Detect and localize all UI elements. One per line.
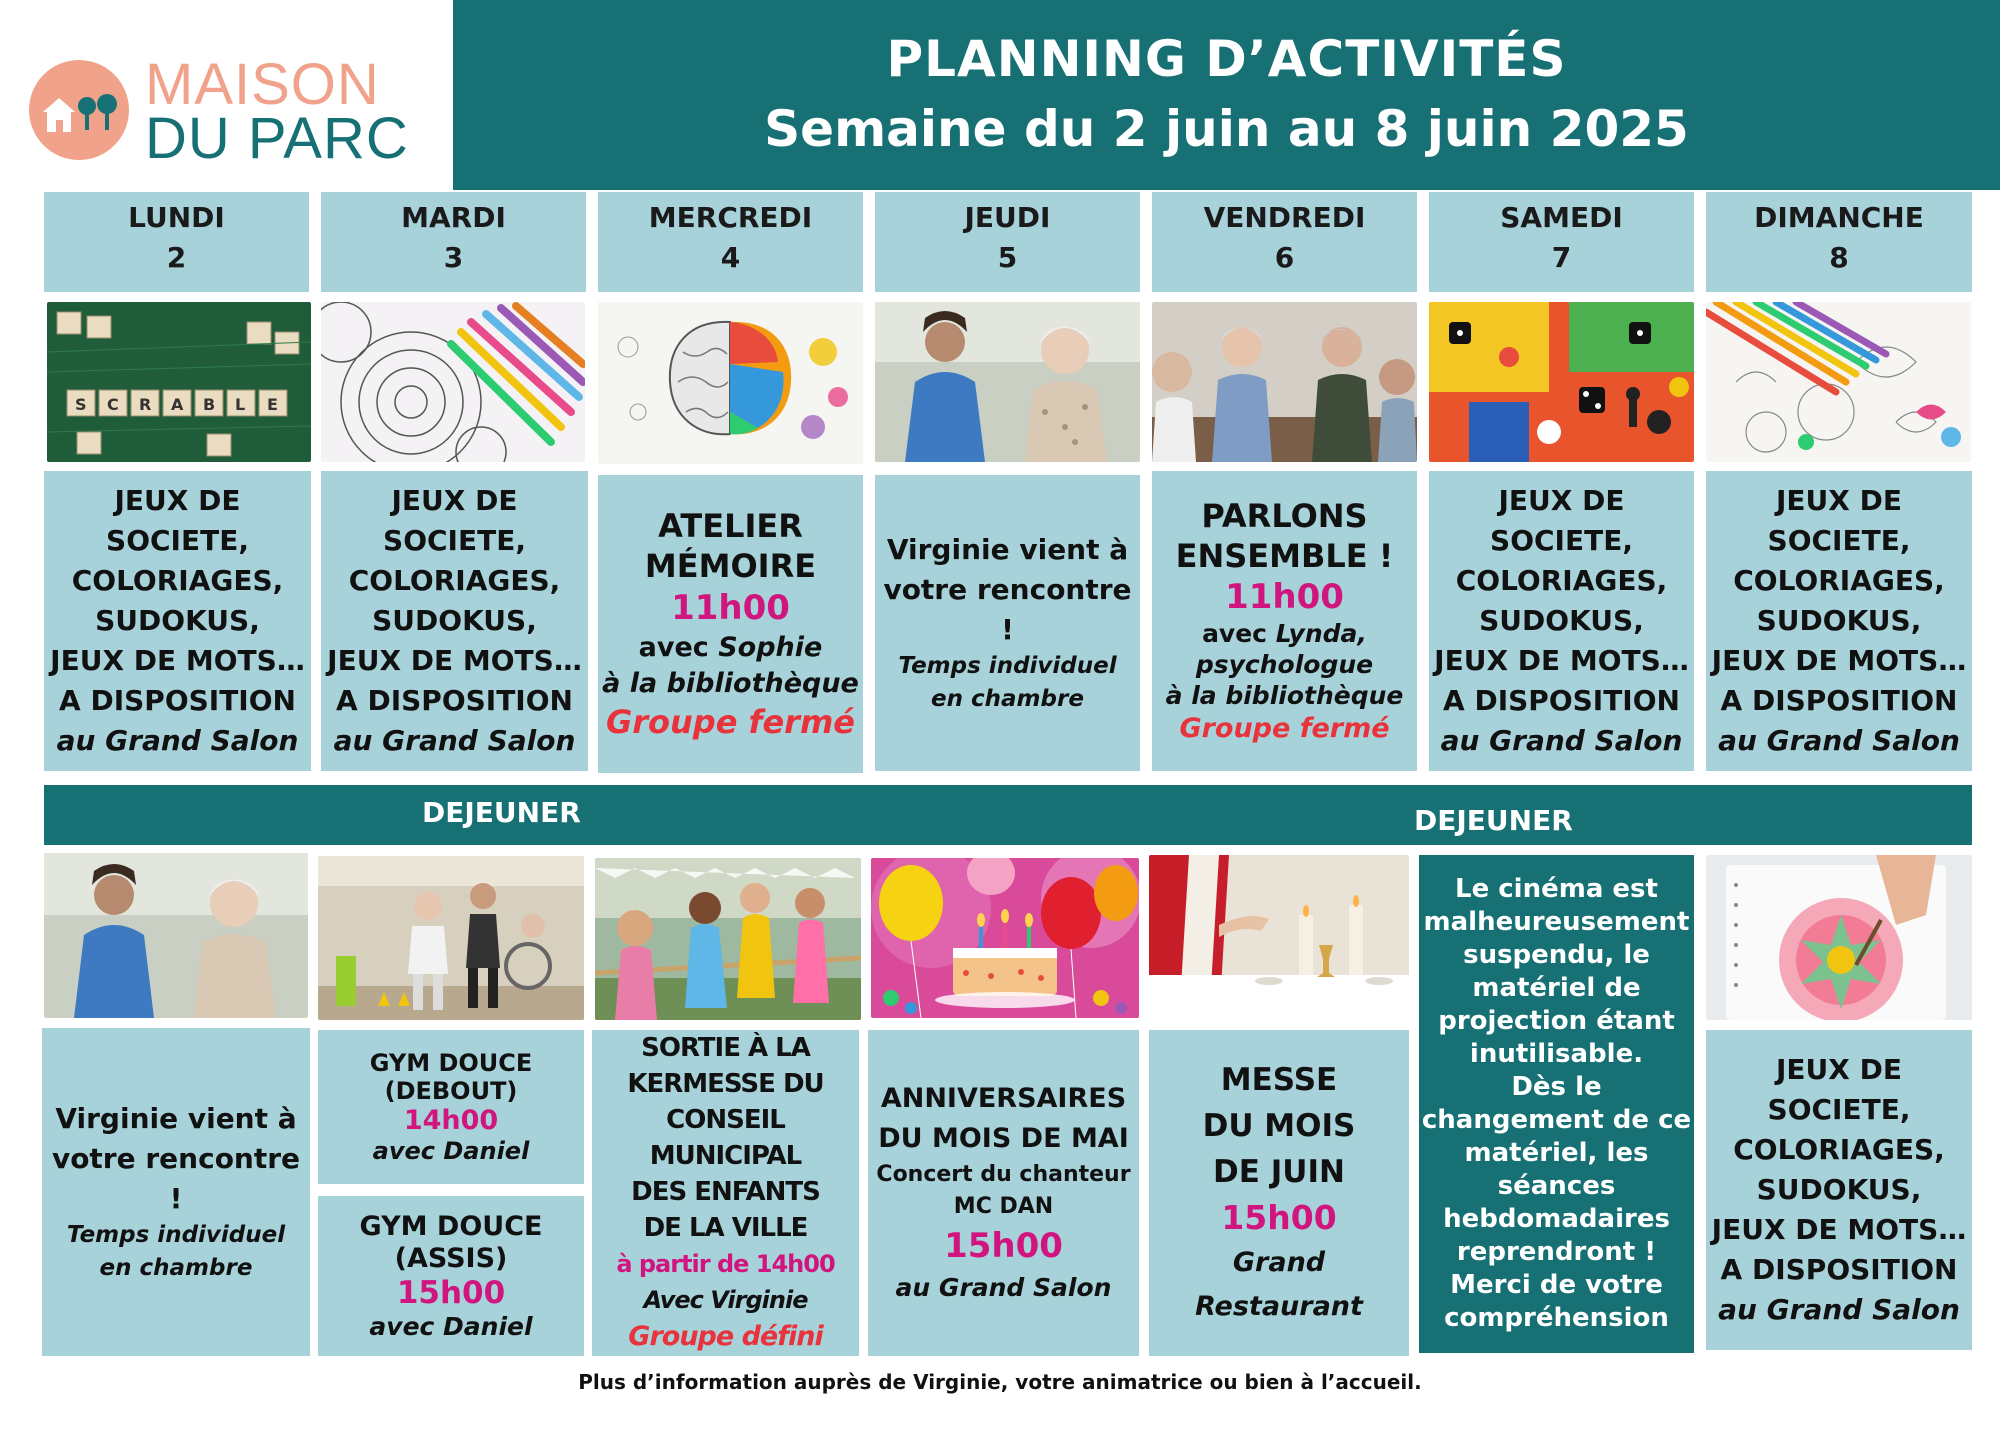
day-header-lundi [44,192,309,292]
svg-text:S: S [75,395,87,414]
activity-title: ANNIVERSAIRES [880,1083,1127,1114]
activity-title: KERMESSE DU [627,1069,824,1099]
notice-line: séances [1497,1171,1616,1201]
notice-line: projection étant [1438,1006,1675,1036]
day-number: 5 [997,241,1018,274]
activity-line: COLORIAGES, [71,564,284,597]
nurse-resident-photo-2 [44,853,308,1018]
mass-photo [1149,855,1409,1020]
day-header-dimanche [1706,192,1972,292]
activity-line: SUDOKUS, [1756,604,1922,637]
house-trees-icon [29,60,129,160]
activity-line: SUDOKUS, [95,604,260,637]
coloring-pencils-photo [321,302,585,462]
lunch-band [44,785,1972,845]
discussion-group-photo [1152,302,1417,462]
activity-title: (DEBOUT) [384,1077,518,1105]
board-games-photo [1429,302,1694,462]
activity-host: avec Sophie [638,632,823,663]
activity-time: 11h00 [1225,576,1344,617]
activity-mardi-afternoon-1 [318,1030,584,1184]
day-number: 6 [1274,241,1295,274]
activity-title: DES ENFANTS [631,1177,820,1207]
birthday-cake-photo [871,858,1139,1018]
day-name: JEUDI [964,201,1051,234]
activity-detail: MC DAN [953,1194,1054,1219]
activity-location: au Grand Salon [56,724,299,757]
svg-text:A: A [171,395,184,414]
activity-location: à la bibliothèque [602,668,859,699]
activity-line: JEUX DE MOTS… [1434,644,1689,677]
activity-detail: en chambre [931,686,1084,712]
notice-line: changement de ce [1421,1105,1692,1135]
activity-location: à la bibliothèque [1165,680,1404,710]
activity-title: DE JUIN [1213,1154,1345,1190]
activity-time: 11h00 [671,588,790,628]
activity-detail: Temps individuel [898,653,1117,679]
activity-location: au Grand Salon [333,724,576,757]
day-header-mardi [321,192,586,292]
activity-mardi-morning [321,471,588,771]
svg-text:B: B [203,395,216,414]
day-header-samedi [1429,192,1694,292]
notice-line: Le cinéma est [1455,874,1658,904]
activity-location: au Grand Salon [1440,724,1683,757]
notice-line: matériel de [1472,973,1641,1003]
activity-title: CONSEIL MUNICIPAL [649,1105,802,1171]
activity-title: MÉMOIRE [644,547,817,585]
activity-time: 14h00 [403,1105,499,1136]
activity-location: Grand Restaurant [1195,1247,1363,1322]
activity-note: Groupe défini [628,1321,823,1352]
day-name: DIMANCHE [1754,201,1924,234]
activity-line: JEUX DE SOCIETE, [1767,1053,1911,1126]
activity-time: à partir de 14h00 [616,1250,835,1278]
mandala-coloring-photo [1706,855,1972,1020]
activity-title: (ASSIS) [394,1243,508,1274]
svg-text:R: R [139,395,152,414]
activity-line: JEUX DE MOTS… [1711,1213,1967,1246]
activity-location: au Grand Salon [1718,1293,1960,1326]
activity-dimanche-morning [1706,471,1972,771]
activity-line: A DISPOSITION [1443,684,1680,717]
activity-line: JEUX DE MOTS… [50,644,305,677]
activity-title: SORTIE À LA [641,1033,810,1063]
notice-line: hebdomadaires [1443,1204,1670,1234]
svg-text:C: C [107,395,119,414]
activity-line: COLORIAGES, [1733,564,1945,597]
notice-line: Merci de votre [1450,1270,1663,1300]
notice-line: compréhension [1444,1303,1669,1333]
activity-title: DU MOIS [1202,1108,1356,1144]
notice-line: inutilisable. [1469,1039,1644,1069]
activity-line: JEUX DE SOCIETE, [1490,484,1633,557]
day-name: LUNDI [128,201,225,234]
brain-photo [598,302,863,464]
activity-line: COLORIAGES, [1733,1133,1945,1166]
day-header-vendredi [1152,192,1417,292]
day-header-jeudi [875,192,1140,292]
activity-line: Virginie vient à [55,1102,297,1135]
activity-host: avec Lynda, [1202,618,1367,648]
activity-line: JEUX DE SOCIETE, [383,484,526,557]
activity-role: psychologue [1195,649,1374,679]
gym-photo [318,856,584,1020]
activity-host: avec Daniel [372,1137,530,1165]
activity-line: votre rencontre ! [51,1142,301,1215]
activity-line: A DISPOSITION [336,684,573,717]
day-name: MERCREDI [648,201,813,234]
activity-title: ATELIER [658,507,803,545]
activity-title: GYM DOUCE [369,1049,533,1077]
activity-time: 15h00 [396,1275,506,1311]
tug-of-war-photo [595,858,861,1020]
notice-line: Dès le [1511,1072,1602,1102]
notice-line: suspendu, le [1463,940,1650,970]
page-title: PLANNING D’ACTIVITÉS [886,30,1567,88]
activity-lundi-afternoon [42,1028,310,1356]
activity-jeudi-afternoon [868,1030,1139,1356]
activity-detail: en chambre [99,1255,253,1281]
activity-location: au Grand Salon [895,1273,1112,1302]
activity-line: JEUX DE MOTS… [327,644,582,677]
logo [25,52,435,175]
activity-line: A DISPOSITION [1720,1253,1958,1286]
activity-vendredi-morning [1152,471,1417,771]
activity-line: JEUX DE MOTS… [1711,644,1967,677]
activity-time: 15h00 [944,1226,1063,1266]
activity-line: JEUX DE SOCIETE, [1767,484,1911,557]
activity-title: MESSE [1220,1062,1338,1098]
day-name: MARDI [401,201,506,234]
scrabble-photo [47,302,311,462]
activity-location: au Grand Salon [1718,724,1960,757]
activity-line: A DISPOSITION [1720,684,1958,717]
notice-line: reprendront ! [1456,1237,1657,1267]
page-subtitle: Semaine du 2 juin au 8 juin 2025 [764,100,1689,158]
activity-line: A DISPOSITION [59,684,296,717]
activity-samedi-morning [1429,471,1694,771]
activity-jeudi-morning [875,475,1140,771]
lunch-label-left: DEJEUNER [422,796,581,829]
day-name: VENDREDI [1203,201,1366,234]
nurse-resident-photo [875,302,1140,462]
activity-line: JEUX DE SOCIETE, [106,484,249,557]
day-number: 4 [720,241,741,274]
logo-line2: DU PARC [145,106,409,171]
activity-title: DU MOIS DE MAI [878,1123,1129,1154]
notice-line: matériel, les [1464,1138,1649,1168]
day-number: 7 [1551,241,1572,274]
activity-mardi-afternoon-2 [318,1196,584,1356]
activity-host: Avec Virginie [643,1286,808,1314]
logo-line1: MAISON [145,52,380,117]
activity-title: GYM DOUCE [359,1211,543,1242]
activity-line: COLORIAGES, [348,564,561,597]
day-header-mercredi [598,192,863,292]
activity-dimanche-afternoon [1706,1030,1972,1350]
svg-text:E: E [267,395,278,414]
activity-mercredi-afternoon [592,1030,859,1356]
activity-line: COLORIAGES, [1455,564,1668,597]
activity-host: avec Daniel [369,1312,533,1341]
day-number: 2 [166,241,187,274]
activity-detail: Concert du chanteur [876,1162,1131,1187]
header-band [453,0,2000,190]
notice-line: malheureusement [1423,907,1690,937]
activity-title: DE LA VILLE [643,1213,808,1243]
activity-vendredi-afternoon [1149,1030,1409,1356]
day-number: 8 [1829,241,1849,274]
cinema-notice [1419,855,1694,1353]
activity-lundi-morning [44,471,311,771]
activity-detail: Temps individuel [66,1222,286,1248]
svg-text:L: L [235,395,246,414]
activity-title: ENSEMBLE ! [1175,536,1394,575]
activity-mercredi-morning [598,475,863,773]
activity-line: SUDOKUS, [372,604,537,637]
activity-note: Groupe fermé [1179,712,1390,744]
footer-note: Plus d’information auprès de Virginie, votre animatrice ou bien à l’accueil. [578,1370,1422,1394]
activity-line: votre rencontre ! [883,573,1132,646]
activity-line: Virginie vient à [886,533,1129,566]
coloring-book-photo [1706,302,1971,462]
activity-line: SUDOKUS, [1756,1173,1922,1206]
activity-note: Groupe fermé [605,703,855,741]
day-name: SAMEDI [1500,201,1623,234]
activity-time: 15h00 [1221,1198,1337,1237]
lunch-label-right: DEJEUNER [1414,804,1573,837]
activity-line: SUDOKUS, [1479,604,1644,637]
activity-title: PARLONS [1201,496,1368,535]
day-number: 3 [443,241,464,274]
